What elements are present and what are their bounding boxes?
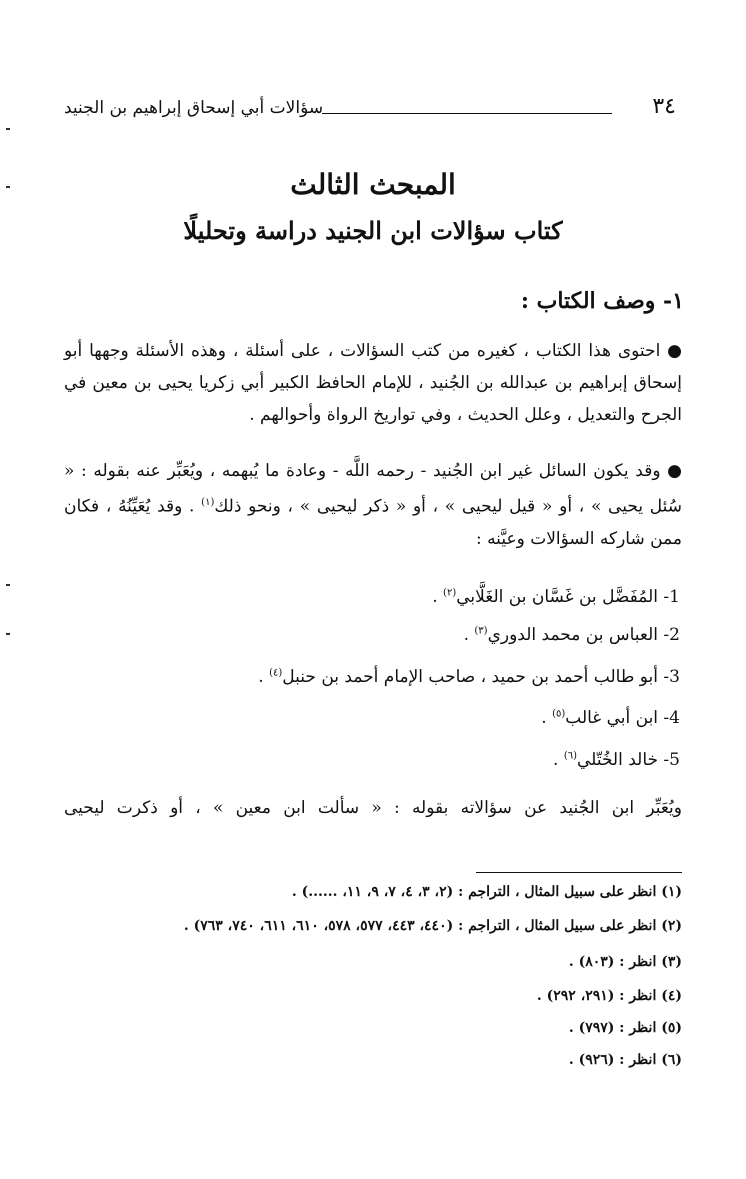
- header-rule: [322, 113, 612, 114]
- list-item: [553, 750, 680, 770]
- chapter-title: المبحث الثالث: [290, 168, 456, 201]
- footnote: (٦) انظر : (٩٢٦) .: [568, 1052, 682, 1068]
- footnote-rule: [476, 872, 682, 873]
- list-item: [541, 708, 680, 728]
- footnote-ref: (٢): [443, 587, 457, 599]
- margin-mark: [6, 633, 10, 635]
- footnote: (٣) انظر : (٨٠٣) .: [568, 954, 682, 970]
- margin-mark: [6, 128, 10, 130]
- chapter-subtitle: كتاب سؤالات ابن الجنيد دراسة وتحليلًا: [183, 216, 563, 245]
- footnote: (٤) انظر : (٢٩١، ٢٩٢) .: [536, 988, 682, 1004]
- running-header: [64, 94, 676, 128]
- margin-mark: [6, 584, 10, 586]
- paragraph-2: [64, 455, 682, 555]
- footnote-ref: (٦): [563, 750, 578, 762]
- page-number: ٣٤: [652, 94, 676, 119]
- footnote-ref: (٤): [269, 667, 283, 679]
- list-item-end: .: [463, 625, 475, 645]
- list-item-end: .: [553, 750, 564, 770]
- list-item-end: .: [258, 667, 270, 687]
- running-title: سؤالات أبي إسحاق إبراهيم بن الجنيد: [64, 98, 324, 118]
- paragraph-2-text-a: ● وقد يكون السائل غير ابن الجُنيد - رحمه اللَّه - وعادة ما يُبهمه ، ويُعَبِّر عنه بقوله : « سُئل يحيى » ، أو « قيل ليحيى » ، أو « ذكر ليحيى » ، ونحو ذلك: [64, 461, 682, 517]
- paragraph-3: ويُعَبِّر ابن الجُنيد عن سؤالاته بقوله : « سألت ابن معين » ، أو ذكرت ليحيى: [64, 798, 682, 818]
- list-item: [432, 587, 680, 607]
- list-item-text: 1- المُفَضَّل بن غَسَّان بن الغَلَّابي: [456, 587, 680, 607]
- list-item-text: 3- أبو طالب أحمد بن حميد ، صاحب الإمام أحمد بن حنبل: [282, 667, 680, 687]
- list-item-text: 4- ابن أبي غالب: [565, 708, 680, 728]
- footnote: (٢) انظر على سبيل المثال ، التراجم : (٤٤٠، ٤٤٣، ٥٧٧، ٥٧٨، ٦١٠، ٦١١، ٧٤٠، ٧٦٣) .: [183, 918, 682, 934]
- list-item: [464, 625, 680, 645]
- footnote: (٥) انظر : (٧٩٧) .: [568, 1020, 682, 1036]
- list-item: [258, 667, 680, 687]
- list-item-text: 5- خالد الخُتّلي: [577, 750, 680, 770]
- list-item-end: .: [432, 587, 444, 607]
- footnote-ref: (٣): [474, 625, 488, 637]
- list-item-text: 2- العباس بن محمد الدوري: [487, 625, 680, 645]
- paragraph-2-text-b: . وقد يُعَيِّنُهُ ، فكان ممن شاركه السؤالات وعيَّنه :: [64, 496, 682, 549]
- footnote: (١) انظر على سبيل المثال ، التراجم : (٢، ٣، ٤، ٧، ٩، ١١، ......) .: [291, 884, 682, 900]
- footnote-ref: (٥): [552, 708, 566, 720]
- paragraph-1: ● احتوى هذا الكتاب ، كغيره من كتب السؤالات ، على أسئلة ، وهذه الأسئلة وجهها أبو إسحاق إبراهيم بن عبدالله بن الجُنيد ، للإمام الحافظ الكبير أبي زكريا يحيى بن معين في الجرح والتعديل ، وعلل الحديث ، وفي تواريخ الرواة وأحوالهم .: [64, 341, 682, 425]
- list-item-end: .: [541, 708, 553, 728]
- footnote-ref: (١): [201, 497, 215, 508]
- section-heading: ١- وصف الكتاب :: [520, 288, 684, 314]
